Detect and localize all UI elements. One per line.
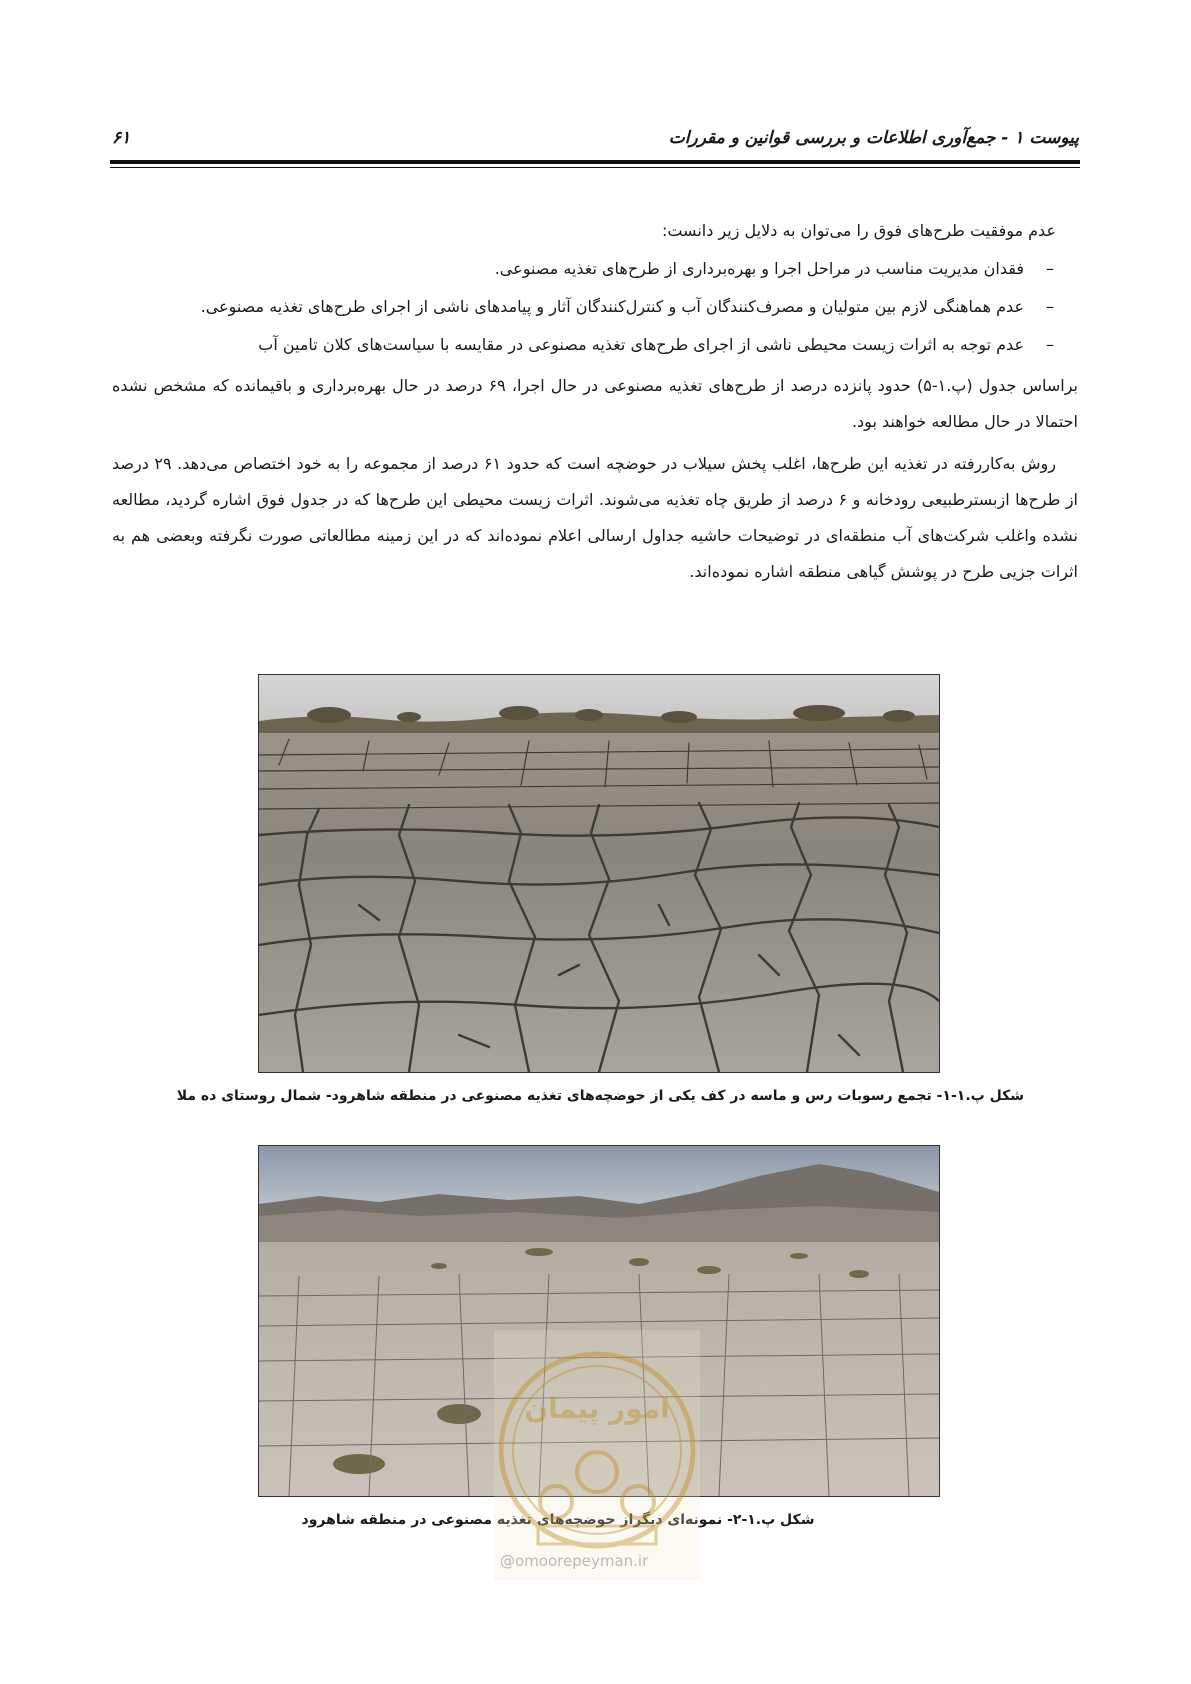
paragraph-methods: روش به‌کاررفته در تغذیه این طرح‌ها، اغلب پخش سیلاب در حوضچه است که حدود ۶۱ درصد از مجموعه را به خود اختصاص می‌دهد. ۲۹ درصد از طرح‌ها ازبسترطبیعی رودخانه و ۶ درصد از طریق چاه تغذیه می‌شوند. اثرات زیست محیطی این طرح‌ها که در جدول فوق اشاره گردید، مطالعه نشده واغلب شرکت‌های آب منطقه‌ای در توضیحات حاشیه جداول ارسالی اعلام نموده‌اند که در این زمینه مطالعاتی صورت نگرفته وبعضی هم به اثرات جزیی طرح در پوشش گیاهی منطقه اشاره نموده‌اند. <box>112 454 1078 581</box>
bullet-text: فقدان مدیریت مناسب در مراحل اجرا و بهره‌برداری از طرح‌های تغذیه مصنوعی. <box>494 259 1024 278</box>
page-number: ۶۱ <box>112 128 131 148</box>
figure-2-caption: شکل پ.۱-۲- نمونه‌ای دیگراز حوضچه‌های تغذیه مصنوعی در منطقه شاهرود <box>301 1512 815 1528</box>
running-header-title: پیوست ۱ - جمع‌آوری اطلاعات و بررسی قوانین و مقررات <box>668 128 1079 148</box>
figure-1-photo <box>258 674 940 1073</box>
bullet-text: عدم هماهنگی لازم بین متولیان و مصرف‌کنندگان آب و کنترل‌کنندگان آثار و پیامدهای ناشی از اجرای طرح‌های تغذیه مصنوعی. <box>200 297 1024 316</box>
bullet-dash: – <box>1046 335 1054 354</box>
svg-text:امور پیمان: امور پیمان <box>524 1392 670 1425</box>
intro-paragraph: عدم موفقیت طرح‌های فوق را می‌توان به دلایل زیر دانست: <box>661 221 1056 240</box>
header-rule-thin <box>110 167 1080 168</box>
figure-1-caption: شکل پ.۱-۱- تجمع رسوبات رس و ماسه در کف یکی از حوضچه‌های تغذیه مصنوعی در منطقه شاهرود- شمال روستای ده ملا <box>176 1088 1024 1104</box>
bullet-item <box>112 326 1078 364</box>
watermark-site: @omoorepeyman.ir <box>500 1552 649 1570</box>
bullet-item <box>112 288 1078 326</box>
header-rule <box>110 160 1080 164</box>
paragraph-table-reference: براساس جدول (پ.۱-۵) حدود پانزده درصد از طرح‌های تغذیه مصنوعی در حال اجرا، ۶۹ درصد در حال بهره‌برداری و باقیمانده که مشخص نشده احتمالا در حال مطالعه خواهند بود. <box>112 376 1079 431</box>
bullet-text: عدم توجه به اثرات زیست محیطی ناشی از اجرای طرح‌های تغذیه مصنوعی در مقایسه با سیاست‌های کلان تامین آب <box>258 335 1024 354</box>
bullet-dash: – <box>1046 297 1054 316</box>
bullet-dash: – <box>1046 259 1054 278</box>
watermark-seal <box>486 1330 708 1580</box>
bullet-item <box>112 250 1078 288</box>
body-text <box>112 212 1078 590</box>
